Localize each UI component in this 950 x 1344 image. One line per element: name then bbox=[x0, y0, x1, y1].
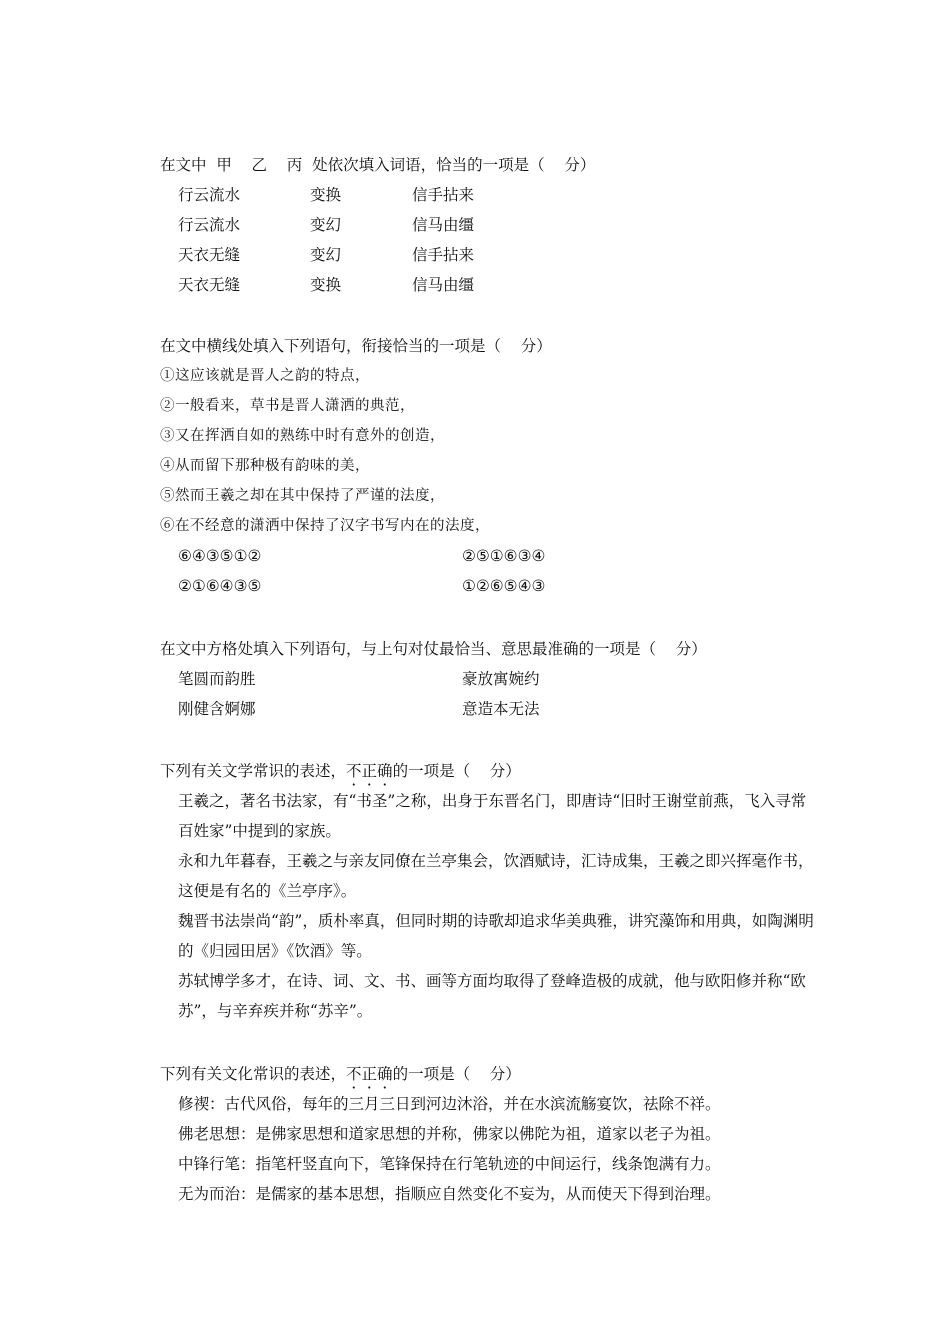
option-word-3: 信马由缰 bbox=[412, 276, 475, 294]
emphasis-char: 不 bbox=[346, 1065, 362, 1083]
question-4 bbox=[160, 756, 820, 1026]
option-b: 永和九年暮春，王羲之与亲友同僚在兰亭集会，饮酒赋诗，汇诗成集，王羲之即兴挥毫作书，这便是有名的《兰亭序》。 bbox=[178, 852, 814, 900]
option-d: 苏轼博学多才，在诗、词、文、书、画等方面均取得了登峰造极的成就，他与欧阳修并称“欧苏”，与辛弃疾并称“苏辛”。 bbox=[178, 972, 806, 1020]
option-row bbox=[160, 694, 820, 724]
option-c: 刚健含婀娜 bbox=[178, 700, 256, 718]
option-word-2: 变换 bbox=[310, 276, 342, 294]
option-word-1: 天衣无缝 bbox=[178, 246, 241, 264]
sentence-5: ⑤然而王羲之却在其中保持了严谨的法度， bbox=[160, 488, 445, 504]
question-5-stem bbox=[160, 1059, 820, 1089]
emphasis-char: 不 bbox=[346, 762, 362, 780]
question-1 bbox=[160, 150, 820, 300]
option-word-2: 变幻 bbox=[310, 246, 342, 264]
option-word-2: 变换 bbox=[310, 186, 342, 204]
question-3-stem: 在文中方格处填入下列语句，与上句对仗最恰当、意思最准确的一项是（ 分） bbox=[160, 640, 707, 658]
question-1-stem: 在文中 甲 乙 丙 处依次填入词语，恰当的一项是（ 分） bbox=[160, 156, 596, 174]
sentence-2: ②一般看来，草书是晋人潇洒的典范， bbox=[160, 398, 415, 414]
question-2-stem: 在文中横线处填入下列语句，衔接恰当的一项是（ 分） bbox=[160, 337, 552, 355]
option-d: 无为而治：是儒家的基本思想，指顺应自然变化不妄为，从而使天下得到治理。 bbox=[178, 1185, 721, 1203]
stem-text: 下列有关文化常识的表述， bbox=[160, 1065, 347, 1083]
option-row bbox=[160, 571, 820, 601]
question-3 bbox=[160, 634, 820, 724]
option-row bbox=[160, 240, 820, 270]
option-d: ①②⑥⑤④③ bbox=[462, 577, 546, 595]
option-word-1: 行云流水 bbox=[178, 216, 241, 234]
stem-text: 下列有关文学常识的表述， bbox=[160, 762, 347, 780]
option-row bbox=[160, 180, 820, 210]
option-a: 修禊：古代风俗，每年的三月三日到河边沐浴，并在水滨流觞宴饮，祛除不祥。 bbox=[178, 1095, 721, 1113]
emphasis-char: 正 bbox=[361, 762, 378, 780]
option-word-3: 信手拈来 bbox=[412, 186, 475, 204]
option-a: ⑥④③⑤①② bbox=[178, 547, 262, 565]
emphasis-char: 确 bbox=[377, 762, 393, 780]
option-b: ②⑤①⑥③④ bbox=[462, 547, 546, 565]
option-row bbox=[160, 541, 820, 571]
option-a: 王羲之，著名书法家，有“书圣”之称，出身于东晋名门，即唐诗“旧时王谢堂前燕，飞入寻常百姓家”中提到的家族。 bbox=[178, 792, 807, 840]
option-b: 豪放寓婉约 bbox=[462, 670, 540, 688]
option-a: 笔圆而韵胜 bbox=[178, 670, 256, 688]
option-c: 中锋行笔：指笔杆竖直向下，笔锋保持在行笔轨迹的中间运行，线条饱满有力。 bbox=[178, 1155, 721, 1173]
option-row bbox=[160, 270, 820, 300]
option-c: 魏晋书法崇尚“韵”，质朴率真，但同时期的诗歌却追求华美典雅，讲究藻饰和用典，如陶渊明的《归园田居》《饮酒》等。 bbox=[178, 912, 814, 960]
stem-text: 的一项是（ 分） bbox=[392, 1065, 521, 1083]
option-c: ②①⑥④③⑤ bbox=[178, 577, 262, 595]
option-word-3: 信马由缰 bbox=[412, 216, 475, 234]
emphasis-char: 确 bbox=[377, 1065, 393, 1083]
question-4-stem bbox=[160, 756, 820, 786]
emphasis-char: 正 bbox=[361, 1065, 378, 1083]
question-5 bbox=[160, 1059, 820, 1209]
sentence-6: ⑥在不经意的潇洒中保持了汉字书写内在的法度， bbox=[160, 518, 490, 534]
option-word-2: 变幻 bbox=[310, 216, 342, 234]
sentence-4: ④从而留下那种极有韵味的美， bbox=[160, 458, 370, 474]
option-d: 意造本无法 bbox=[462, 700, 540, 718]
question-2 bbox=[160, 331, 820, 601]
option-word-1: 行云流水 bbox=[178, 186, 241, 204]
option-row bbox=[160, 664, 820, 694]
option-row bbox=[160, 210, 820, 240]
sentence-3: ③又在挥洒自如的熟练中时有意外的创造， bbox=[160, 428, 445, 444]
stem-text: 的一项是（ 分） bbox=[392, 762, 521, 780]
option-word-1: 天衣无缝 bbox=[178, 276, 241, 294]
option-b: 佛老思想：是佛家思想和道家思想的并称，佛家以佛陀为祖，道家以老子为祖。 bbox=[178, 1125, 721, 1143]
sentence-1: ①这应该就是晋人之韵的特点， bbox=[160, 368, 370, 384]
option-word-3: 信手拈来 bbox=[412, 246, 475, 264]
